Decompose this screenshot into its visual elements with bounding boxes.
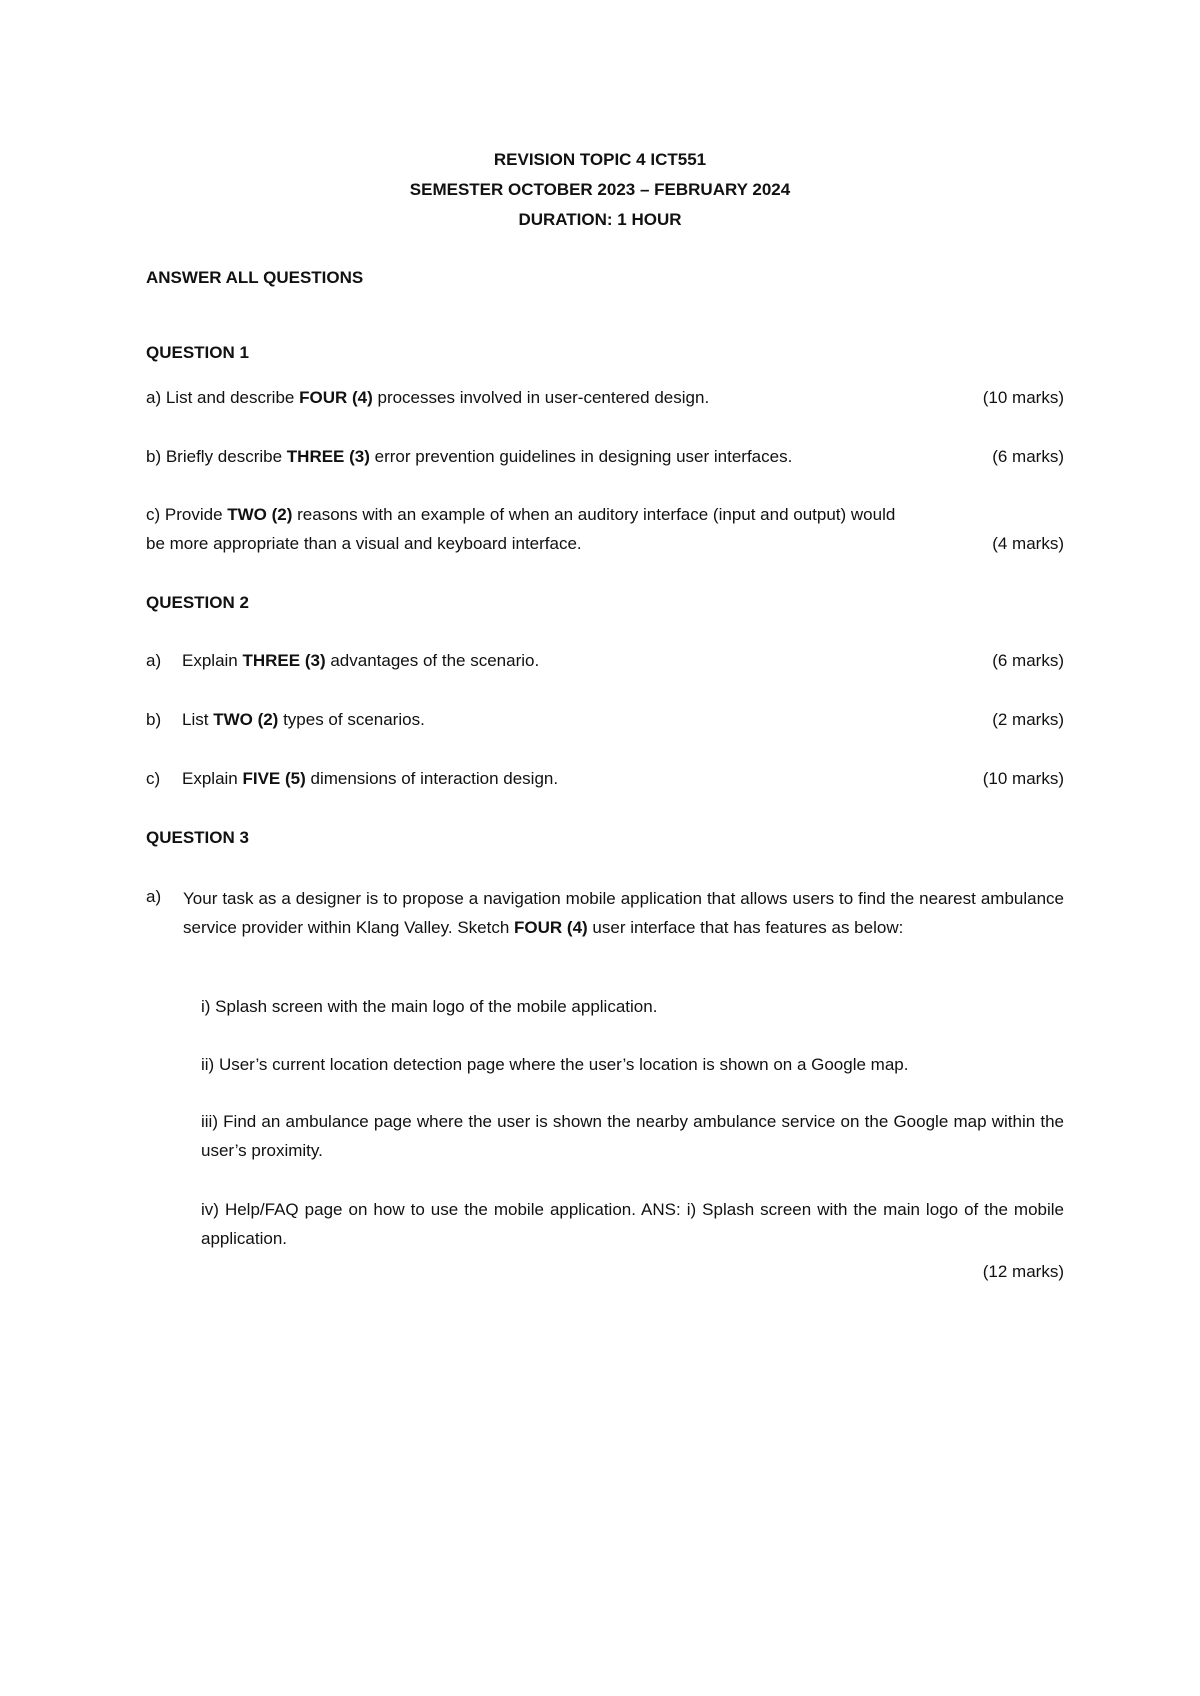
q3-item-1: i) Splash screen with the main logo of the mobile application. (201, 997, 658, 1016)
q1a-marks: (10 marks) (982, 388, 1064, 407)
q2c-marks: (10 marks) (982, 769, 1064, 788)
q1-part-c-line2 (146, 534, 1064, 554)
q3a-text: Your task as a designer is to propose a navigation mobile application that allows users to find the nearest ambulance service provider within Klang Valley. Sketch FOUR (4) user interface that has features as below: (183, 889, 1064, 937)
semester-line: SEMESTER OCTOBER 2023 – FEBRUARY 2024 (409, 180, 791, 199)
q1c-text-line2: be more appropriate than a visual and keyboard interface. (146, 534, 582, 553)
q3-item-2: ii) User’s current location detection page where the user’s location is shown on a Google map. (201, 1055, 909, 1074)
q1c-marks: (4 marks) (992, 534, 1064, 553)
q2b-marks: (2 marks) (992, 710, 1064, 729)
q1-part-b (146, 447, 1064, 467)
q1-part-a (146, 388, 1064, 408)
q3-item-4: iv) Help/FAQ page on how to use the mobile application. ANS: i) Splash screen with the main logo of the mobile application. (201, 1200, 1064, 1248)
q1b-text: b) Briefly describe THREE (3) error prevention guidelines in designing user interfaces. (146, 447, 793, 466)
q2b-text: List TWO (2) types of scenarios. (182, 710, 425, 729)
course-title: REVISION TOPIC 4 ICT551 (493, 150, 707, 169)
q3a-label: a) (146, 887, 162, 906)
q3-marks: (12 marks) (982, 1262, 1064, 1281)
question-3-title: QUESTION 3 (146, 828, 249, 847)
question-2-title: QUESTION 2 (146, 593, 249, 612)
q2c-label: c) (146, 769, 161, 788)
q1b-marks: (6 marks) (992, 447, 1064, 466)
q2c-text: Explain FIVE (5) dimensions of interaction design. (182, 769, 559, 788)
q1-part-c (146, 505, 1064, 525)
instructions: ANSWER ALL QUESTIONS (146, 268, 364, 287)
q1c-text-line1: c) Provide TWO (2) reasons with an example of when an auditory interface (input and output) would (146, 505, 896, 524)
q3-item-3: iii) Find an ambulance page where the user is shown the nearby ambulance service on the Google map within the user’s proximity. (201, 1112, 1064, 1160)
question-1-title: QUESTION 1 (146, 343, 249, 362)
duration-line: DURATION: 1 HOUR (518, 210, 682, 229)
q2a-marks: (6 marks) (992, 651, 1064, 670)
q1a-text: a) List and describe FOUR (4) processes involved in user-centered design. (146, 388, 710, 407)
q2b-label: b) (146, 710, 162, 729)
q2a-text: Explain THREE (3) advantages of the scenario. (182, 651, 540, 670)
q2a-label: a) (146, 651, 162, 670)
